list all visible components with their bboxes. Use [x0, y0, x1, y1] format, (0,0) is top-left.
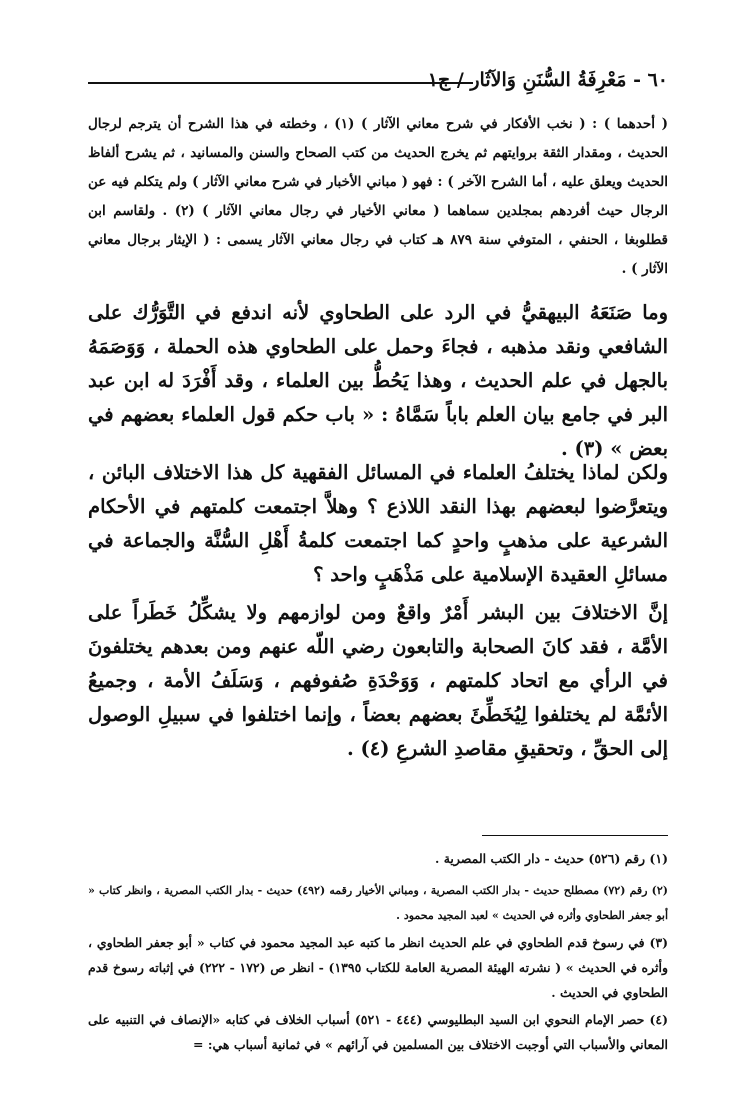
footnote-4: (٤) حصر الإمام النحوي ابن السيد البطليوسي (٤٤٤ - ٥٢١) أسباب الخلاف في كتابه «الإنصاف في التنبيه على المعاني والأسباب التي أوجبت الاختلاف بين المسلمين في آرائهم » في ثمانية أسباب هي: = — [88, 1012, 668, 1052]
footnote-3: (٣) في رسوخ قدم الطحاوي في علم الحديث انظر ما كتبه عبد المجيد محمود في كتاب « أبو جعفر الطحاوي ، وأثره في الحديث » ( نشرته الهيئة المصرية العامة للكتاب ١٣٩٥) - انظر ص (١٧٢ - ٢٢٢) في إثباته رسوخ قدم الطحاوي في الحديث . — [88, 935, 668, 1000]
page-header — [88, 56, 668, 90]
header-rule — [88, 82, 473, 84]
body-paragraph-3: إنَّ الاختلافَ بين البشر أَمْرٌ واقعٌ ومن لوازمهم ولا يشكِّلُ خَطَراً على الأمَّة ، فقد كانَ الصحابة والتابعون رضي اللّه عنهم ومن بعدهم يختلفونَ في الرأي مع اتحاد كلمتهم ، وَوَحْدَةِ صُفوفهم ، وَسَلَفُ الأمة ، وجميعُ الأئمَّة لم يختلفوا لِيُخَطِّئَ بعضهم بعضاً ، وإنما اختلفوا في سبيلِ الوصول إلى الحقِّ ، وتحقيقِ مقاصدِ الشرعِ (٤) . — [88, 601, 668, 760]
footnote-1: (١) رقم (٥٢٦) حديث - دار الكتب المصرية . — [434, 851, 668, 866]
footnote-separator — [482, 835, 668, 836]
body-paragraph-2: ولكن لماذا يختلفُ العلماء في المسائل الفقهية كل هذا الاختلاف البائن ، ويتعرَّضوا لبعضهم بهذا النقد اللاذع ؟ وهلاَّ اجتمعت كلمتهم في الأحكام الشرعية على مذهبٍ واحدٍ كما اجتمعت كلمةُ أَهْلِ السُّنَّة والجماعة في مسائلِ العقيدة الإسلامية على مَذْهَبٍ واحد ؟ — [88, 461, 668, 586]
running-header: ٦٠ - مَعْرِفَةُ السُّنَنِ وَالآثَار / ج١ — [427, 69, 668, 91]
footnote-2: (٢) رقم (٧٢) مصطلح حديث - بدار الكتب المصرية ، ومباني الأخيار رقمه (٤٩٢) حديث - بدار الكتب المصرية ، وانظر كتاب « أبو جعفر الطحاوي وأثره في الحديث » لعبد المجيد محمود . — [88, 884, 668, 922]
intro-paragraph: ( أحدهما ) : ( نخب الأفكار في شرح معاني الآثار ) (١) ، وخطته في هذا الشرح أن يترجم لرجال الحديث ، ومقدار الثقة بروايتهم ثم يخرج الحديث من كتب الصحاح والسنن والمسانيد ، ثم يشرح ألفاظ الحديث ويعلق عليه ، أما الشرح الآخر ) : فهو ( مباني الأخبار في شرح معاني الآثار ) ولم يتكلم فيه عن الرجال حيث أفردهم بمجلدين سماهما ( معاني الأخيار في رجال معاني الآثار ) (٢) . ولقاسم ابن قطلوبغا ، الحنفي ، المتوفي سنة ٨٧٩ هـ كتاب في رجال معاني الآثار يسمى : ( الإيثار برجال معاني الآثار ) . — [88, 116, 669, 277]
body-paragraph-1: وما صَنَعَهُ البيهقيُّ في الرد على الطحاوي لأنه اندفع في التَّوَرُّك على الشافعي ونقد مذهبه ، فجاءَ وحمل على الطحاوي هذه الحملة ، وَوَصَمَهُ بالجهل في علم الحديث ، وهذا يَحُطُّ بين العلماء ، وقد أَفْرَدَ له ابن عبد البر في جامع بيان العلم باباً سَمَّاهُ : « باب حكم قول العلماء بعضهم في بعض » (٣) . — [88, 301, 668, 460]
